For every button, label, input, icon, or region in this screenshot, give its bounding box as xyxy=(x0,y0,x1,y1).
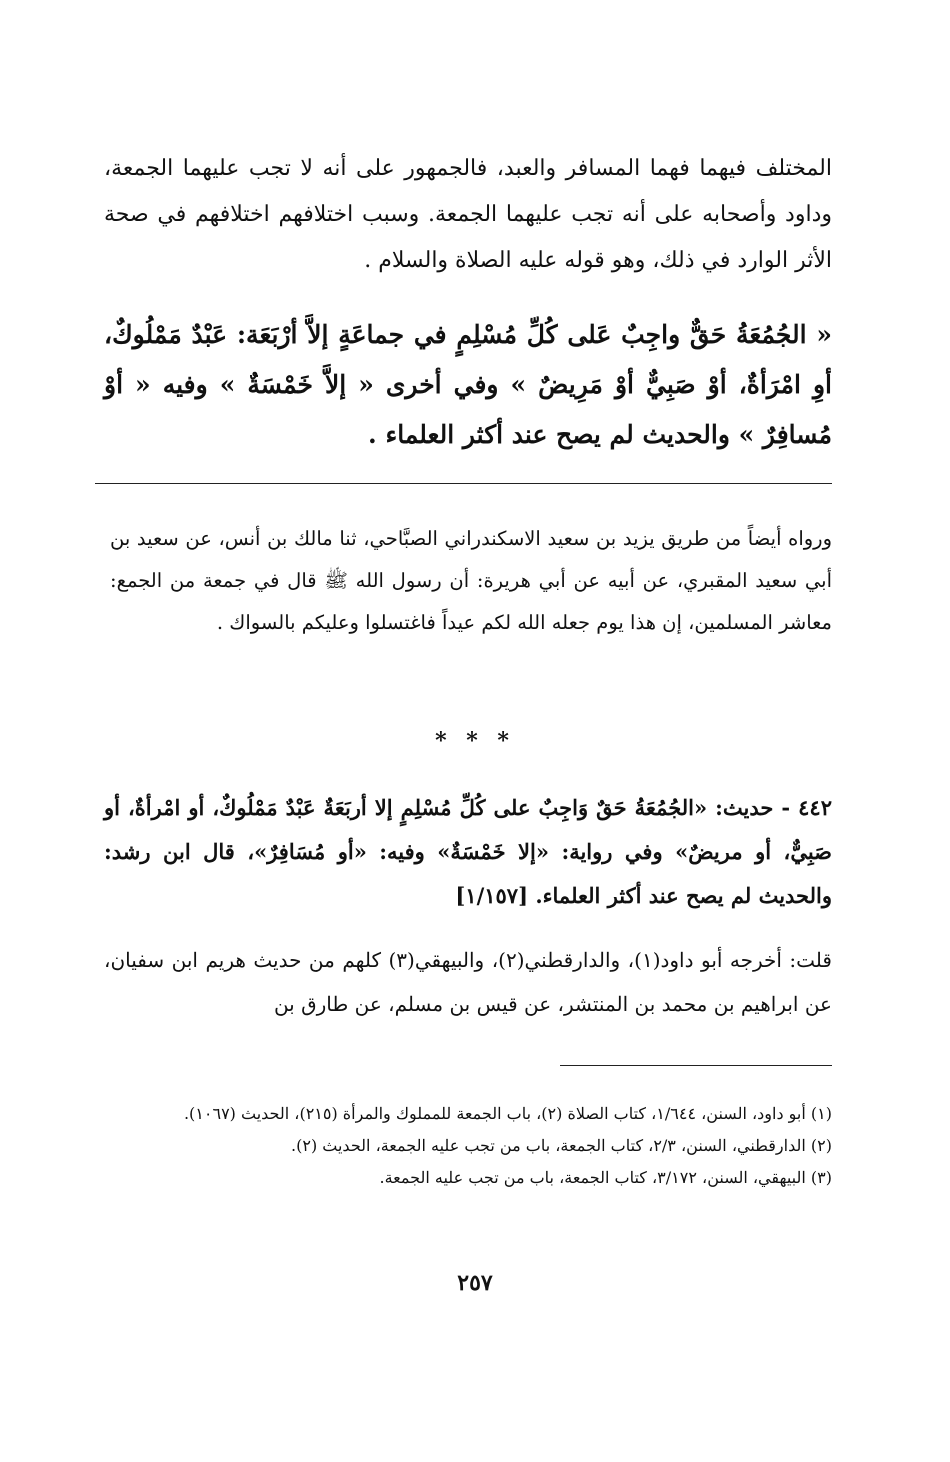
section-divider-line xyxy=(95,483,832,484)
footnote-3: (٣) البيهقي، السنن، ٣/١٧٢، كتاب الجمعة، باب من تجب عليه الجمعة. xyxy=(379,1168,832,1187)
footnote-divider-line xyxy=(560,1065,832,1066)
footnote-1: (١) أبو داود، السنن، ١/٦٤٤، كتاب الصلاة (٢)، باب الجمعة للمملوك والمرأة (٢١٥)، الحديث (١٠٦٧). xyxy=(183,1104,832,1123)
narration-paragraph: ورواه أيضاً من طريق يزيد بن سعيد الاسكندراني الصبَّاحي، ثنا مالك بن أنس، عن سعيد بن أبي سعيد المقبري، عن أبيه عن أبي هريرة: أن رسول الله ﷺ قال في جمعة من الجمع: معاشر المسلمين، إن هذا يوم جعله الله لكم عيداً فاغتسلوا وعليكم بالسواك . xyxy=(110,527,832,634)
footnotes xyxy=(104,1098,832,1194)
footnote-2: (٢) الدارقطني، السنن، ٢/٣، كتاب الجمعة، باب من تجب عليه الجمعة، الحديث (٢). xyxy=(291,1136,832,1155)
hadith-quote: « الجُمُعَةُ حَقٌّ واجِبٌ عَلى كُلِّ مُسْلِمٍ في جماعَةٍ إلاَّ أرْبَعَة: عَبْدٌ مَمْلُوكٌ، أوِ امْرَأةٌ، أوْ صَبِيٌّ أوْ مَرِيضٌ » وفي أخرى « إلاَّ خَمْسَةٌ » وفيه « أوْ مُسافِرٌ » والحديث لم يصح عند أكثر العلماء . xyxy=(104,320,832,449)
main-text-paragraph: المختلف فيهما فهما المسافر والعبد، فالجمهور على أنه لا تجب عليهما الجمعة، وداود وأصحابه على أنه تجب عليهما الجمعة. وسبب اختلافهم اختلافهم في صحة الأثر الوارد في ذلك، وهو قوله عليه الصلاة والسلام . xyxy=(104,156,832,273)
page-number: ٢٥٧ xyxy=(457,1270,493,1296)
commentary-paragraph: قلت: أخرجه أبو داود(١)، والدارقطني(٢)، والبيهقي(٣) كلهم من حديث هريم ابن سفيان، عن ابراهيم بن محمد بن المنتشر، عن قيس بن مسلم، عن طارق بن xyxy=(104,948,832,1016)
section-separator-stars: * * * xyxy=(435,728,515,754)
hadith-entry-442: ٤٤٢ - حديث: «الجُمُعَةُ حَقٌ وَاجِبٌ على كُلِّ مُسْلِمٍ إلا أربَعَةٌ عَبْدٌ مَمْلُوكٌ، أو امْرأةٌ، أو صَبِيٌّ، أو مريضٌ» وفي رواية: «إلا خَمْسَةٌ» وفيه: «أو مُسَافِرٌ»، قال ابن رشد: والحديث لم يصح عند أكثر العلماء. [١/١٥٧] xyxy=(104,795,832,908)
